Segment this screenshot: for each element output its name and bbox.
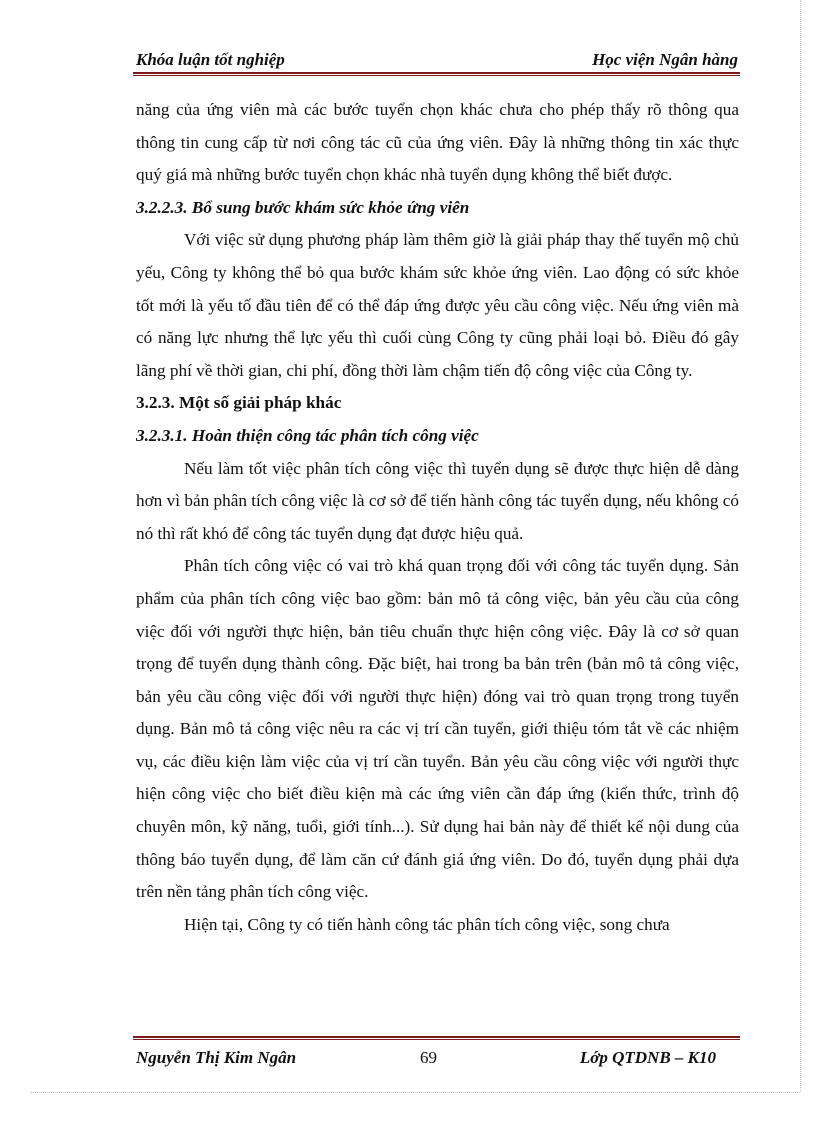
paragraph-health-check: Với việc sử dụng phương pháp làm thêm giờ là giải pháp thay thế tuyển mộ chủ yếu, Công ty không thể bỏ qua bước khám sức khỏe ứng viên. Lao động có sức khỏe tốt mới là yếu tố đầu tiên để có thể đáp ứng được yêu cầu công việc. Nếu ứng viên mà có năng lực nhưng thể lực yếu thì cuối cùng Công ty cũng phải loại bỏ. Điều đó gây lãng phí về thời gian, chi phí, đồng thời làm chậm tiến độ công việc của Công ty.	[136, 230, 739, 380]
page-body	[136, 94, 739, 941]
header-institution: Học viện Ngân hàng	[592, 50, 738, 69]
footer-class: Lớp QTDNB – K10	[579, 1048, 716, 1067]
paragraph-job-analysis-role: Phân tích công việc có vai trò khá quan trọng đối với công tác tuyển dụng. Sản phẩm của phân tích công việc bao gồm: bản mô tả công việc, bản yêu cầu của công việc đối với người thực hiện, bản tiêu chuẩn thực hiện công việc. Đây là cơ sở quan trọng để tuyển dụng thành công. Đặc biệt, hai trong ba bản trên (bản mô tả công việc, bản yêu cầu công việc đối với người thực hiện) đóng vai trò quan trọng trong tuyển dụng. Bản mô tả công việc nêu ra các vị trí cần tuyển, giới thiệu tóm tắt về các nhiệm vụ, các điều kiện làm việc của vị trí cần tuyển. Bản yêu cầu công việc với người thực hiện công việc cho biết điều kiện mà các ứng viên cần đáp ứng (kiến thức, trình độ chuyên môn, kỹ năng, tuổi, giới tính...). Sử dụng hai bản này để thiết kế nội dung của thông báo tuyển dụng, để làm căn cứ đánh giá ứng viên. Do đó, tuyển dụng phải dựa trên nền tảng phân tích công việc.	[136, 556, 739, 902]
heading-3-2-2-3: 3.2.2.3. Bổ sung bước khám sức khỏe ứng viên	[136, 197, 470, 217]
page-number: 69	[420, 1048, 437, 1067]
paragraph-current-status: Hiện tại, Công ty có tiến hành công tác phân tích công việc, song chưa	[184, 914, 670, 934]
paragraph-job-analysis-intro: Nếu làm tốt việc phân tích công việc thì tuyển dụng sẽ được thực hiện dễ dàng hơn vì bản phân tích công việc là cơ sở để tiến hành công tác tuyển dụng, nếu không có nó thì rất khó để công tác tuyển dụng đạt được hiệu quả.	[136, 458, 739, 543]
page-header	[136, 48, 738, 72]
footer-author: Nguyễn Thị Kim Ngân	[136, 1048, 297, 1067]
heading-3-2-3: 3.2.3. Một số giải pháp khác	[136, 393, 342, 413]
page-footer	[136, 1048, 738, 1072]
page-edge-right	[800, 0, 801, 1092]
page-edge-bottom	[30, 1092, 800, 1093]
paragraph-continued: năng của ứng viên mà các bước tuyển chọn khác chưa cho phép thấy rõ thông qua thông tin cung cấp từ nơi công tác cũ của ứng viên. Đây là những thông tin xác thực quý giá mà những bước tuyển chọn khác nhà tuyển dụng không thể biết được.	[136, 100, 739, 185]
header-divider	[133, 72, 740, 76]
header-thesis-label: Khóa luận tốt nghiệp	[136, 50, 285, 69]
footer-divider	[133, 1036, 740, 1040]
heading-3-2-3-1: 3.2.3.1. Hoàn thiện công tác phân tích công việc	[136, 425, 479, 445]
